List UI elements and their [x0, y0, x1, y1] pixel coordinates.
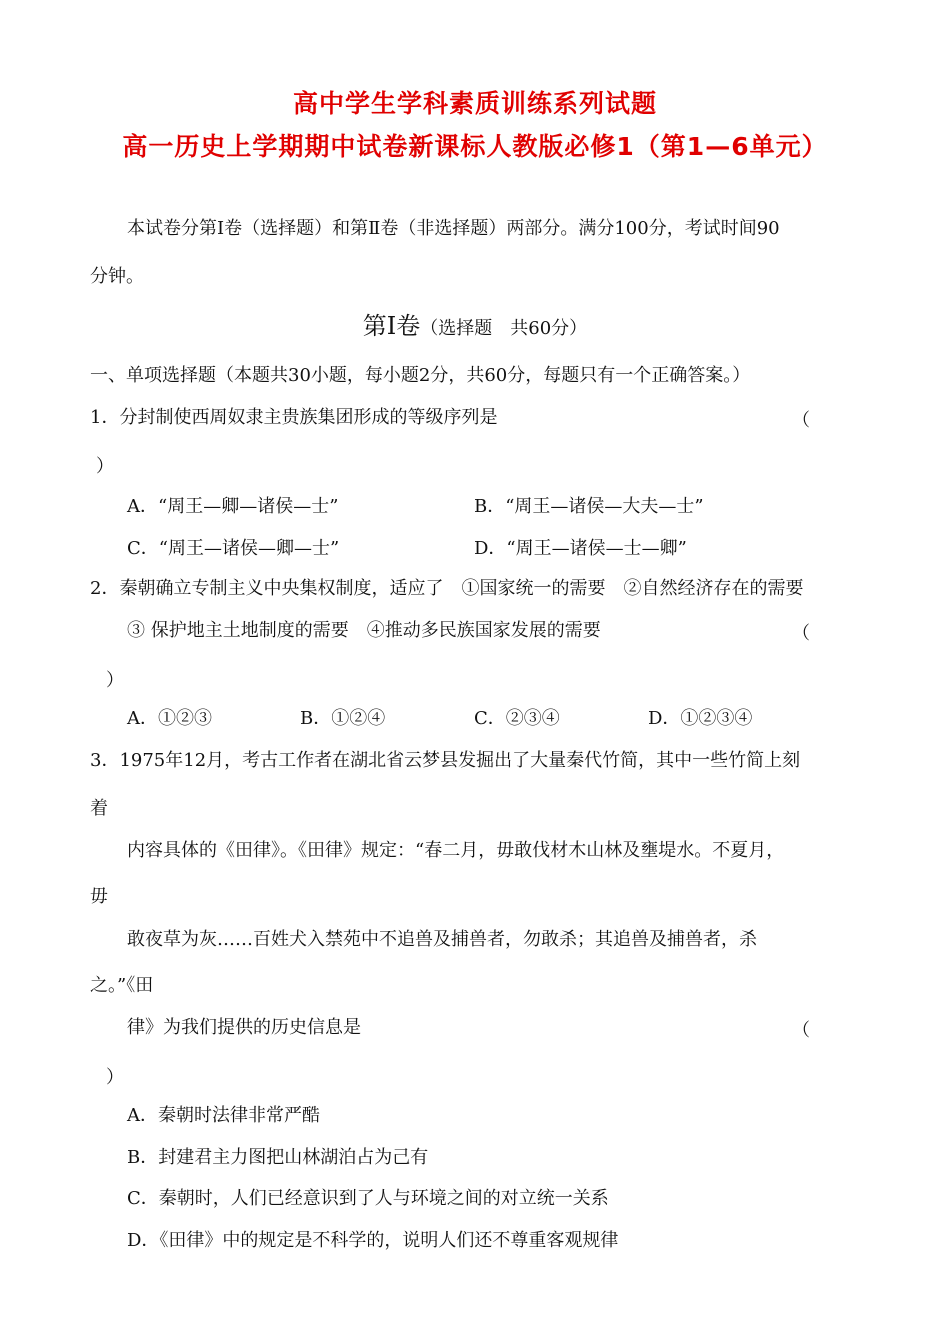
q3-stem-line-2: 内容具体的《田律》。《田律》规定：“春二月，毋敢伐材木山林及壅堤水。不夏月， [127, 840, 785, 861]
q3-option-c: C．秦朝时，人们已经意识到了人与环境之间的对立统一关系 [127, 1188, 609, 1209]
exam-series-title: 高中学生学科素质训练系列试题 [292, 89, 657, 118]
q3-answer-paren-open: （ [792, 1020, 810, 1041]
q2-option-b: B．①②④ [300, 708, 386, 729]
q2-answer-paren-close: ） [106, 670, 124, 691]
q1-answer-paren-open: （ [792, 410, 810, 431]
section-main-label: 第Ⅰ卷 [362, 312, 421, 340]
q2-stem-line-1: 2．秦朝确立专制主义中央集权制度，适应了 ①国家统一的需要 ②自然经济存在的需要 [90, 578, 804, 599]
intro-line-1: 本试卷分第Ⅰ卷（选择题）和第Ⅱ卷（非选择题）两部分。满分100分，考试时间90 [127, 218, 780, 239]
q1-answer-paren-close: ） [96, 456, 114, 477]
q3-stem-line-4: 律》为我们提供的历史信息是 [127, 1017, 361, 1038]
q2-option-d: D．①②③④ [648, 708, 753, 729]
q3-option-b: B．封建君主力图把山林湖泊占为己有 [127, 1147, 429, 1168]
part1-heading: 一、单项选择题（本题共30小题，每小题2分，共60分，每题只有一个正确答案。） [90, 365, 751, 386]
q3-answer-paren-close: ） [106, 1067, 124, 1088]
q3-stem-line-3-wrap: 之。”《田 [90, 975, 154, 996]
q1-stem: 1．分封制使西周奴隶主贵族集团形成的等级序列是 [90, 407, 498, 428]
q3-stem-line-1-wrap: 着 [90, 798, 108, 819]
q2-stem-line-2: ③ 保护地主土地制度的需要 ④推动多民族国家发展的需要 [127, 620, 601, 641]
q1-option-c: C．“周王—诸侯—卿—士” [127, 538, 340, 559]
q1-option-b: B．“周王—诸侯—大夫—士” [474, 496, 704, 517]
q3-option-a: A．秦朝时法律非常严酷 [127, 1105, 320, 1126]
q1-option-a: A．“周王—卿—诸侯—士” [127, 496, 339, 517]
q2-option-c: C．②③④ [474, 708, 560, 729]
q3-stem-line-3: 敢夜草为灰……百姓犬入禁苑中不追兽及捕兽者，勿敢杀；其追兽及捕兽者，杀 [127, 929, 757, 950]
q3-stem-line-1: 3．1975年12月，考古工作者在湖北省云梦县发掘出了大量秦代竹简，其中一些竹简上刻 [90, 750, 801, 771]
q2-option-a: A．①②③ [127, 708, 212, 729]
q1-option-d: D．“周王—诸侯—士—卿” [474, 538, 687, 559]
q3-stem-line-2-wrap: 毋 [90, 886, 108, 907]
q2-answer-paren-open: （ [792, 623, 810, 644]
intro-line-2: 分钟。 [90, 266, 144, 287]
section-heading [0, 306, 950, 341]
q3-option-d: D．《田律》中的规定是不科学的，说明人们还不尊重客观规律 [127, 1230, 619, 1251]
exam-paper-title: 高一历史上学期期中试卷新课标人教版必修1（第1—6单元） [122, 132, 828, 161]
section-sub-label: （选择题 共60分） [420, 318, 588, 339]
